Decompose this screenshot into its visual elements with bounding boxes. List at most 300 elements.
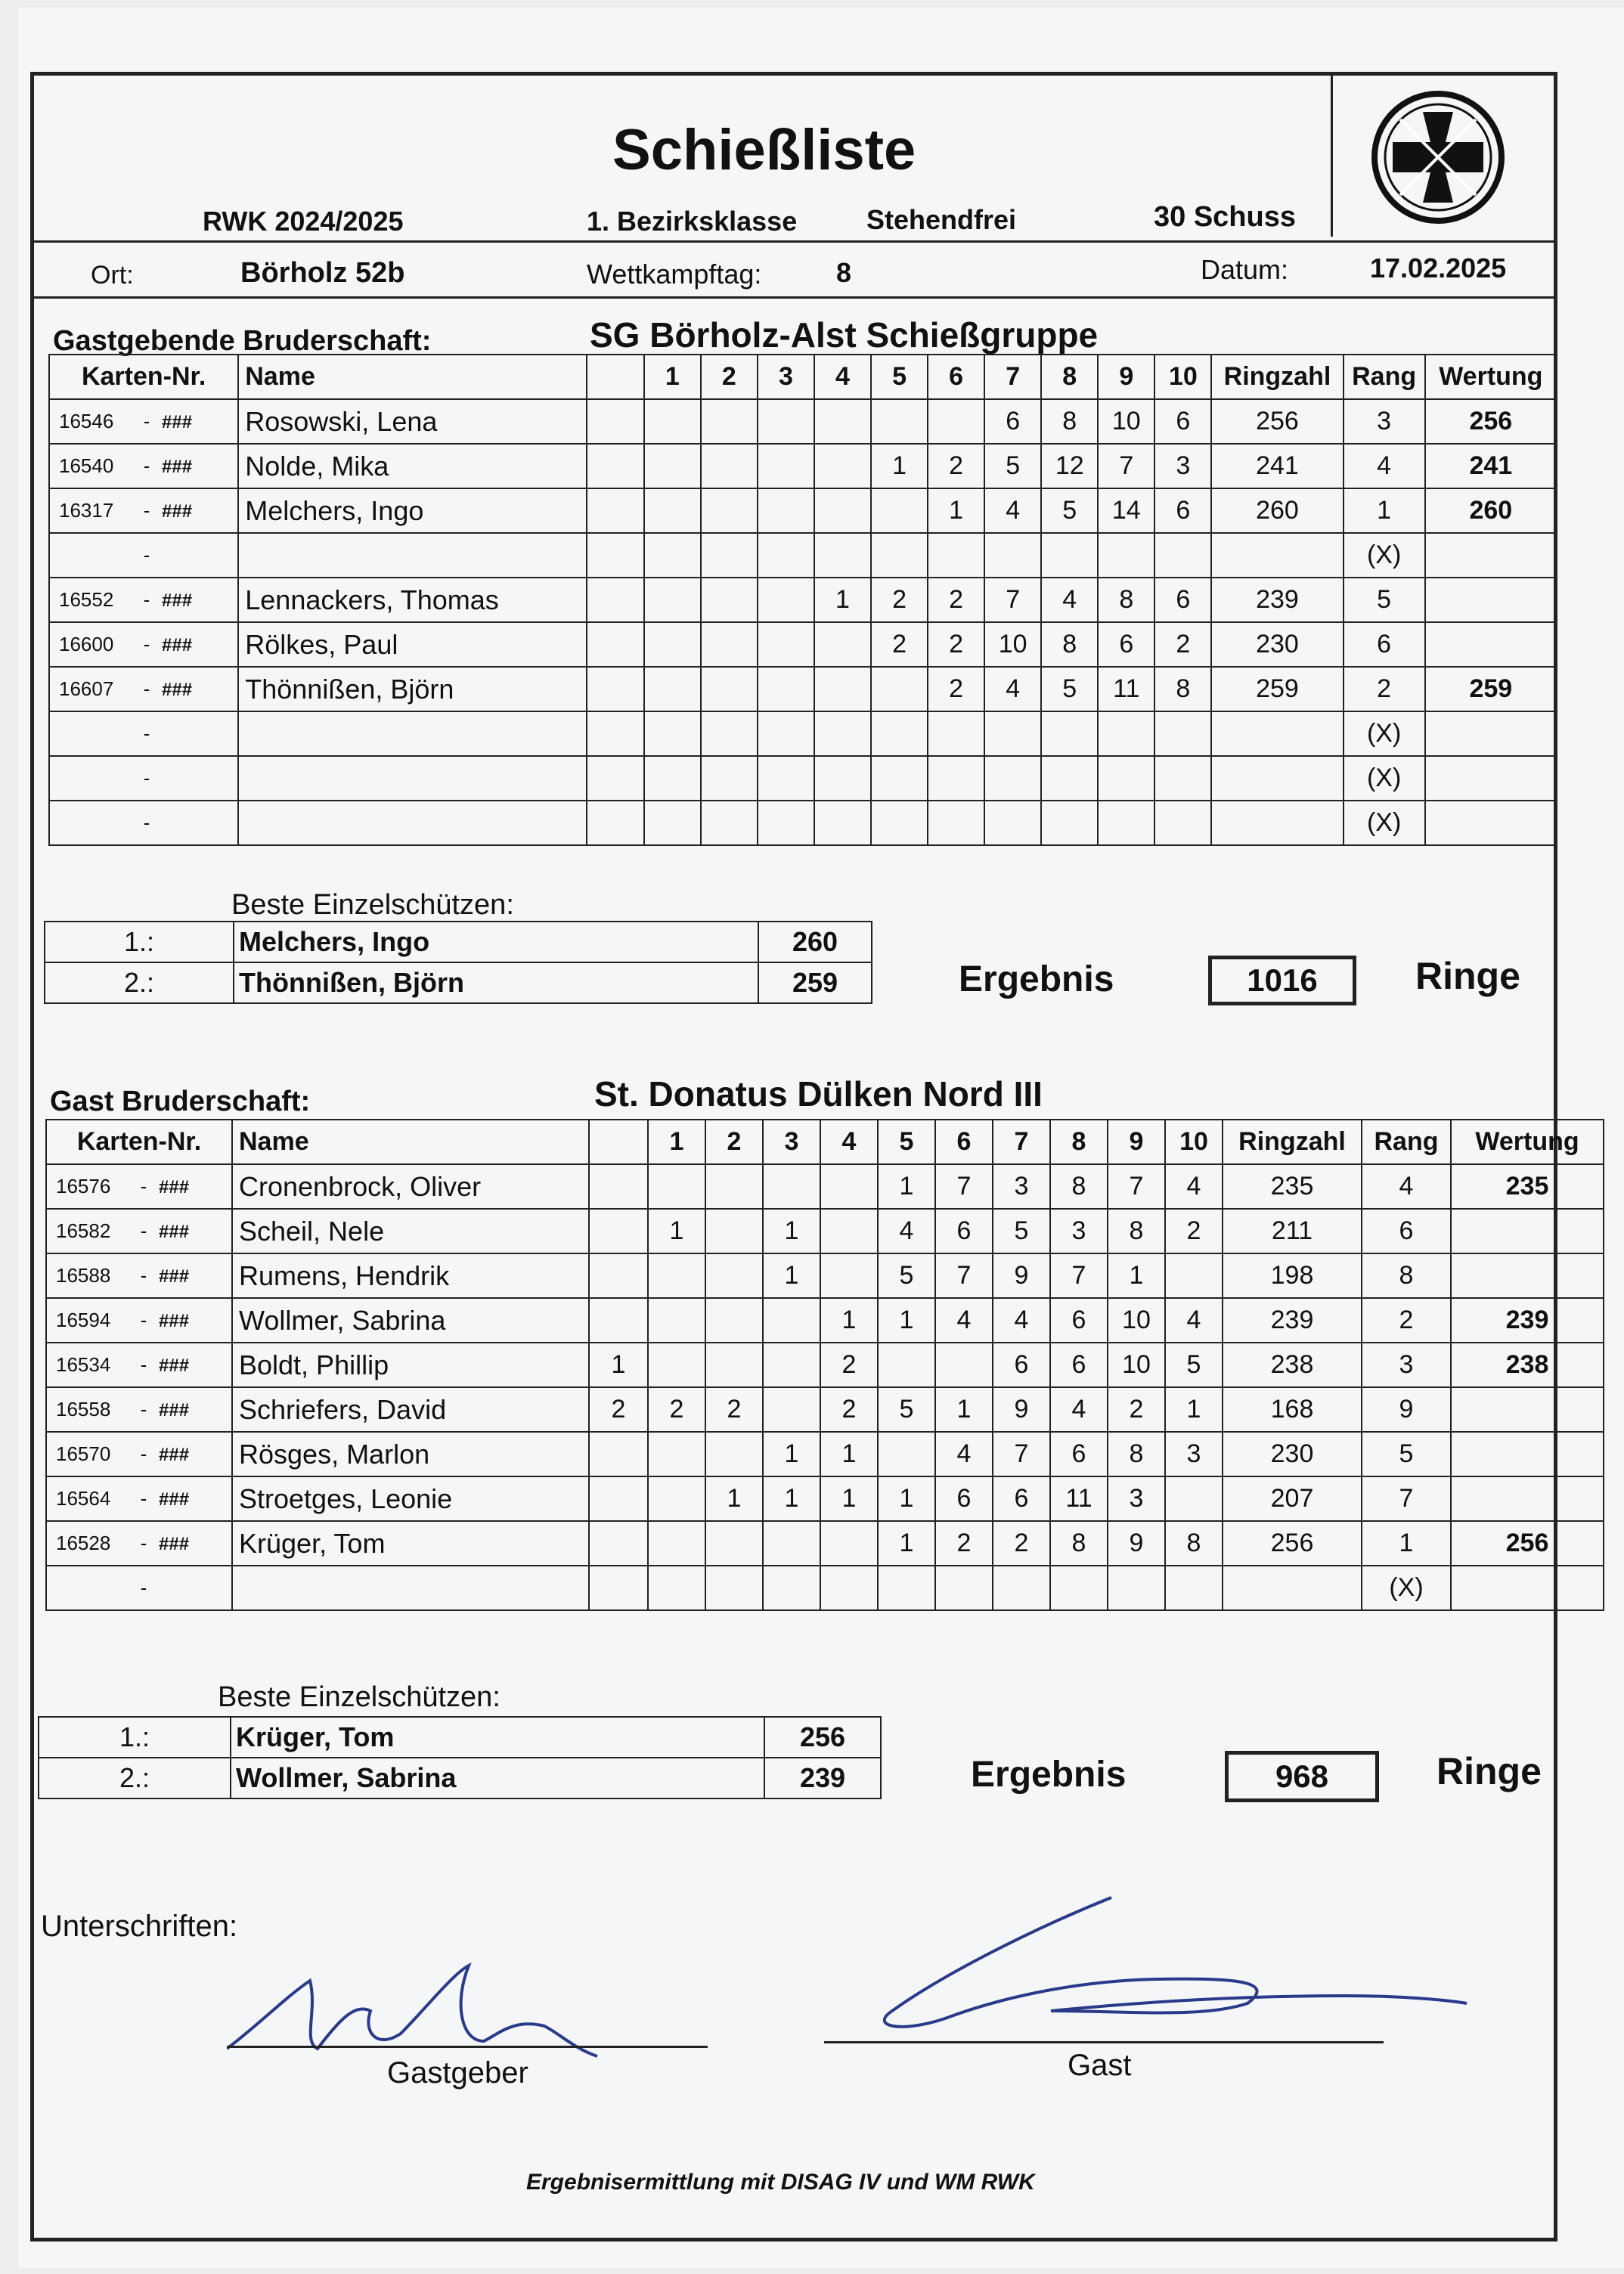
ring-count-cell [814, 622, 871, 667]
ring-count-cell [984, 533, 1041, 578]
ringzahl-cell: 241 [1211, 444, 1343, 488]
ring-count-cell: 1 [1165, 1387, 1223, 1432]
rang-cell: (X) [1344, 756, 1425, 801]
home-best-label: Beste Einzelschützen: [231, 889, 514, 921]
ringzahl-cell: 198 [1223, 1253, 1362, 1298]
ring-count-cell: 8 [1165, 1521, 1223, 1566]
card-number: 16317 - ### [49, 488, 238, 533]
best-name: Melchers, Ingo [234, 922, 758, 962]
ring-count-cell [644, 711, 701, 756]
shooter-name [238, 533, 586, 578]
ring-count-cell: 1 [878, 1164, 935, 1209]
ring-count-cell [763, 1343, 820, 1387]
ring-count-cell: 6 [1050, 1343, 1108, 1387]
column-header: 10 [1154, 355, 1211, 399]
table-row [46, 1521, 1604, 1566]
card-number: 16528 - ### [46, 1521, 232, 1566]
table-row [49, 711, 1557, 756]
ring-count-cell [935, 1566, 993, 1610]
shooter-name: Nolde, Mika [238, 444, 586, 488]
ring-count-cell: 7 [935, 1164, 993, 1209]
column-header: 1 [648, 1120, 705, 1164]
ring-count-cell: 2 [589, 1387, 648, 1432]
ring-count-cell: 3 [1165, 1432, 1223, 1476]
ring-count-cell [705, 1209, 763, 1253]
ring-count-cell [871, 399, 928, 444]
ring-count-cell [820, 1253, 878, 1298]
shooter-name: Rumens, Hendrik [232, 1253, 589, 1298]
table-row [46, 1298, 1604, 1343]
ring-count-cell: 2 [928, 578, 984, 622]
best-place: 2.: [39, 1758, 231, 1798]
ringzahl-cell: 207 [1223, 1476, 1362, 1521]
ring-count-cell [701, 533, 758, 578]
ring-count-cell: 2 [871, 622, 928, 667]
ring-count-cell [814, 399, 871, 444]
table-row [46, 1566, 1604, 1610]
home-team-name: SG Börholz-Alst Schießgruppe [590, 315, 1099, 355]
ring-count-cell [705, 1432, 763, 1476]
ring-count-cell: 3 [1154, 444, 1211, 488]
shooter-name: Lennackers, Thomas [238, 578, 586, 622]
ring-count-cell: 5 [1041, 667, 1098, 711]
ring-count-cell: 2 [928, 622, 984, 667]
signatures-label: Unterschriften: [41, 1910, 238, 1943]
ring-count-cell: 4 [1041, 578, 1098, 622]
ring-count-cell [758, 711, 814, 756]
best-name: Wollmer, Sabrina [231, 1758, 764, 1798]
ring-count-cell [644, 578, 701, 622]
ring-count-cell [758, 801, 814, 845]
ring-count-cell [814, 756, 871, 801]
ring-count-cell: 4 [935, 1298, 993, 1343]
shooter-name: Krüger, Tom [232, 1521, 589, 1566]
ring-count-cell [587, 488, 644, 533]
rang-cell: 5 [1344, 578, 1425, 622]
ort-value: Börholz 52b [240, 257, 405, 289]
ringzahl-cell: 256 [1211, 399, 1343, 444]
column-header: Rang [1344, 355, 1425, 399]
card-number: 16594 - ### [46, 1298, 232, 1343]
best-name: Krüger, Tom [231, 1717, 764, 1758]
ring-count-cell: 6 [1050, 1298, 1108, 1343]
ring-count-cell: 6 [993, 1343, 1050, 1387]
ring-count-cell [589, 1298, 648, 1343]
ring-count-cell: 7 [1050, 1253, 1108, 1298]
column-header: Name [238, 355, 586, 399]
ring-count-cell [701, 488, 758, 533]
column-header [587, 355, 644, 399]
ring-count-cell: 8 [1041, 399, 1098, 444]
ring-count-cell: 14 [1098, 488, 1154, 533]
ring-count-cell [1154, 756, 1211, 801]
ring-count-cell [763, 1298, 820, 1343]
ring-count-cell: 10 [1108, 1298, 1165, 1343]
ring-count-cell: 1 [763, 1253, 820, 1298]
column-header: 4 [814, 355, 871, 399]
card-number: 16600 - ### [49, 622, 238, 667]
ring-count-cell: 10 [1108, 1343, 1165, 1387]
ringzahl-cell [1211, 801, 1343, 845]
wertung-cell: 256 [1425, 399, 1557, 444]
ringzahl-cell: 235 [1223, 1164, 1362, 1209]
card-number: - [49, 801, 238, 845]
ring-count-cell: 4 [993, 1298, 1050, 1343]
wertung-cell [1425, 801, 1557, 845]
shooter-name: Cronenbrock, Oliver [232, 1164, 589, 1209]
ring-count-cell [871, 756, 928, 801]
ring-count-cell [587, 801, 644, 845]
logo-divider [1331, 74, 1333, 237]
ring-count-cell [758, 488, 814, 533]
shooter-name: Stroetges, Leonie [232, 1476, 589, 1521]
column-header: 9 [1098, 355, 1154, 399]
rang-cell: 5 [1362, 1432, 1451, 1476]
ring-count-cell [648, 1432, 705, 1476]
ring-count-cell [705, 1566, 763, 1610]
ring-count-cell: 1 [878, 1521, 935, 1566]
ring-count-cell: 6 [935, 1209, 993, 1253]
column-header: 10 [1165, 1120, 1223, 1164]
ring-count-cell [763, 1521, 820, 1566]
club-logo-icon [1370, 89, 1506, 225]
ringzahl-cell: 239 [1223, 1298, 1362, 1343]
ring-count-cell: 7 [1108, 1164, 1165, 1209]
column-header: Karten-Nr. [46, 1120, 232, 1164]
wertung-cell [1425, 622, 1557, 667]
ring-count-cell: 11 [1050, 1476, 1108, 1521]
ring-count-cell [1108, 1566, 1165, 1610]
ring-count-cell: 3 [1108, 1476, 1165, 1521]
ring-count-cell: 2 [1165, 1209, 1223, 1253]
wertung-cell [1451, 1476, 1604, 1521]
ring-count-cell [701, 711, 758, 756]
ring-count-cell [758, 444, 814, 488]
ring-count-cell: 7 [935, 1253, 993, 1298]
ring-count-cell [1154, 801, 1211, 845]
ringzahl-cell: 260 [1211, 488, 1343, 533]
ringzahl-cell: 230 [1223, 1432, 1362, 1476]
column-header: 7 [993, 1120, 1050, 1164]
wertung-cell: 241 [1425, 444, 1557, 488]
ring-count-cell [705, 1343, 763, 1387]
ring-count-cell: 6 [1154, 578, 1211, 622]
table-row [49, 667, 1557, 711]
ring-count-cell [587, 444, 644, 488]
ring-count-cell: 8 [1154, 667, 1211, 711]
ringzahl-cell [1211, 533, 1343, 578]
season: RWK 2024/2025 [203, 206, 404, 237]
ring-count-cell: 6 [993, 1476, 1050, 1521]
ring-count-cell [644, 801, 701, 845]
ring-count-cell: 8 [1098, 578, 1154, 622]
ring-count-cell: 5 [984, 444, 1041, 488]
ring-count-cell [935, 1343, 993, 1387]
ring-count-cell [1098, 756, 1154, 801]
card-number: 16607 - ### [49, 667, 238, 711]
ring-count-cell: 1 [763, 1209, 820, 1253]
guest-ergebnis-value: 968 [1225, 1751, 1379, 1802]
column-header: 6 [928, 355, 984, 399]
rang-cell: 4 [1344, 444, 1425, 488]
shooter-name: Wollmer, Sabrina [232, 1298, 589, 1343]
ring-count-cell: 1 [589, 1343, 648, 1387]
wertung-cell: 239 [1451, 1298, 1604, 1343]
wertung-cell [1425, 756, 1557, 801]
ring-count-cell: 2 [1108, 1387, 1165, 1432]
ring-count-cell [928, 533, 984, 578]
ring-count-cell [701, 667, 758, 711]
ring-count-cell [758, 622, 814, 667]
header-divider [33, 240, 1555, 243]
ring-count-cell: 12 [1041, 444, 1098, 488]
ring-count-cell [644, 667, 701, 711]
ringzahl-cell: 168 [1223, 1387, 1362, 1432]
shooter-name: Schriefers, David [232, 1387, 589, 1432]
ring-count-cell: 9 [993, 1387, 1050, 1432]
table-row [46, 1432, 1604, 1476]
column-header: Wertung [1451, 1120, 1604, 1164]
ring-count-cell: 5 [993, 1209, 1050, 1253]
ring-count-cell [871, 667, 928, 711]
table-row [46, 1209, 1604, 1253]
best-shooter-row [39, 1717, 881, 1758]
home-score-table [48, 354, 1557, 846]
table-header-row [46, 1120, 1604, 1164]
ring-count-cell [1050, 1566, 1108, 1610]
ring-count-cell [1041, 711, 1098, 756]
ring-count-cell [587, 578, 644, 622]
card-number: 16552 - ### [49, 578, 238, 622]
ring-count-cell [701, 756, 758, 801]
ring-count-cell: 2 [1154, 622, 1211, 667]
shooter-name [238, 801, 586, 845]
best-score: 239 [764, 1758, 881, 1798]
ring-count-cell [648, 1476, 705, 1521]
shooter-name: Melchers, Ingo [238, 488, 586, 533]
card-number: 16588 - ### [46, 1253, 232, 1298]
ring-count-cell: 1 [763, 1476, 820, 1521]
ring-count-cell [648, 1521, 705, 1566]
ringzahl-cell: 238 [1223, 1343, 1362, 1387]
ring-count-cell [644, 399, 701, 444]
ring-count-cell [701, 622, 758, 667]
host-signature-label: Gastgeber [387, 2056, 528, 2090]
rang-cell: (X) [1344, 801, 1425, 845]
column-header: 8 [1041, 355, 1098, 399]
ringzahl-cell: 211 [1223, 1209, 1362, 1253]
ring-count-cell: 2 [928, 667, 984, 711]
ring-count-cell [587, 711, 644, 756]
card-number: - [46, 1566, 232, 1610]
ring-count-cell [871, 801, 928, 845]
wertung-cell: 260 [1425, 488, 1557, 533]
ring-count-cell [878, 1343, 935, 1387]
ring-count-cell [644, 756, 701, 801]
ring-count-cell: 8 [1050, 1164, 1108, 1209]
guest-team-name: St. Donatus Dülken Nord III [594, 1074, 1043, 1114]
table-row [49, 488, 1557, 533]
wertung-cell [1451, 1253, 1604, 1298]
shooter-name [238, 756, 586, 801]
ring-count-cell: 1 [871, 444, 928, 488]
ring-count-cell: 1 [814, 578, 871, 622]
ring-count-cell [701, 444, 758, 488]
card-number: 16582 - ### [46, 1209, 232, 1253]
ring-count-cell [758, 578, 814, 622]
card-number: 16540 - ### [49, 444, 238, 488]
ring-count-cell: 4 [1050, 1387, 1108, 1432]
rang-cell: 1 [1344, 488, 1425, 533]
table-header-row [49, 355, 1557, 399]
ring-count-cell [589, 1432, 648, 1476]
rang-cell: (X) [1344, 533, 1425, 578]
ringzahl-cell: 239 [1211, 578, 1343, 622]
best-score: 260 [758, 922, 872, 962]
ring-count-cell: 10 [984, 622, 1041, 667]
ring-count-cell [644, 444, 701, 488]
table-row [49, 578, 1557, 622]
ring-count-cell: 7 [1098, 444, 1154, 488]
ringzahl-cell [1223, 1566, 1362, 1610]
column-header: 8 [1050, 1120, 1108, 1164]
ring-count-cell: 2 [820, 1387, 878, 1432]
ring-count-cell [878, 1566, 935, 1610]
rang-cell: 2 [1362, 1298, 1451, 1343]
guest-label: Gast Bruderschaft: [50, 1086, 311, 1117]
ring-count-cell [928, 399, 984, 444]
ring-count-cell: 6 [1154, 399, 1211, 444]
wertung-cell [1451, 1566, 1604, 1610]
best-place: 1.: [45, 922, 234, 962]
table-row [49, 756, 1557, 801]
guest-signature [854, 1890, 1474, 2041]
ring-count-cell: 6 [1050, 1432, 1108, 1476]
class: 1. Bezirksklasse [587, 206, 798, 237]
ring-count-cell: 1 [935, 1387, 993, 1432]
wertung-cell: 256 [1451, 1521, 1604, 1566]
column-header: 1 [644, 355, 701, 399]
card-number: 16570 - ### [46, 1432, 232, 1476]
ring-count-cell [820, 1566, 878, 1610]
host-signature [227, 1958, 620, 2071]
ringzahl-cell [1211, 756, 1343, 801]
column-header: Wertung [1425, 355, 1557, 399]
home-ringe-label: Ringe [1415, 955, 1520, 997]
ring-count-cell [644, 533, 701, 578]
ring-count-cell [871, 533, 928, 578]
ring-count-cell: 6 [1098, 622, 1154, 667]
ringzahl-cell [1211, 711, 1343, 756]
ring-count-cell: 2 [871, 578, 928, 622]
ring-count-cell: 4 [1165, 1164, 1223, 1209]
column-header: Karten-Nr. [49, 355, 238, 399]
ring-count-cell [648, 1566, 705, 1610]
best-shooter-row [45, 962, 872, 1003]
ring-count-cell [758, 533, 814, 578]
ring-count-cell: 5 [1041, 488, 1098, 533]
ring-count-cell: 8 [1108, 1432, 1165, 1476]
ring-count-cell [589, 1209, 648, 1253]
guest-ringe-label: Ringe [1436, 1750, 1542, 1792]
rang-cell: (X) [1344, 711, 1425, 756]
ring-count-cell: 4 [984, 488, 1041, 533]
shooter-name: Rösges, Marlon [232, 1432, 589, 1476]
column-header: 6 [935, 1120, 993, 1164]
table-row [46, 1164, 1604, 1209]
shooter-name: Rölkes, Paul [238, 622, 586, 667]
ringzahl-cell: 256 [1223, 1521, 1362, 1566]
ring-count-cell [1098, 801, 1154, 845]
rang-cell: 4 [1362, 1164, 1451, 1209]
ring-count-cell [928, 801, 984, 845]
ring-count-cell: 6 [984, 399, 1041, 444]
shooter-name: Rosowski, Lena [238, 399, 586, 444]
rang-cell: 6 [1362, 1209, 1451, 1253]
rang-cell: 6 [1344, 622, 1425, 667]
ring-count-cell [644, 488, 701, 533]
ring-count-cell: 2 [928, 444, 984, 488]
host-signature-line [227, 2046, 708, 2048]
column-header: 3 [763, 1120, 820, 1164]
table-row [46, 1476, 1604, 1521]
ring-count-cell [928, 711, 984, 756]
ring-count-cell: 1 [928, 488, 984, 533]
ring-count-cell [814, 488, 871, 533]
ring-count-cell: 4 [984, 667, 1041, 711]
column-header: Ringzahl [1223, 1120, 1362, 1164]
ring-count-cell: 5 [878, 1387, 935, 1432]
ring-count-cell [648, 1164, 705, 1209]
ringzahl-cell: 230 [1211, 622, 1343, 667]
ring-count-cell: 2 [648, 1387, 705, 1432]
ring-count-cell [648, 1253, 705, 1298]
table-row [46, 1253, 1604, 1298]
ring-count-cell [587, 667, 644, 711]
card-number: - [49, 533, 238, 578]
card-number: 16534 - ### [46, 1343, 232, 1387]
rang-cell: 7 [1362, 1476, 1451, 1521]
ring-count-cell [648, 1343, 705, 1387]
table-row [49, 533, 1557, 578]
ring-count-cell [587, 756, 644, 801]
column-header: 3 [758, 355, 814, 399]
datum-label: Datum: [1201, 254, 1289, 285]
ring-count-cell: 2 [993, 1521, 1050, 1566]
rang-cell: 2 [1344, 667, 1425, 711]
ring-count-cell [589, 1521, 648, 1566]
ring-count-cell [763, 1387, 820, 1432]
ring-count-cell [1165, 1476, 1223, 1521]
column-header: Ringzahl [1211, 355, 1343, 399]
ring-count-cell: 2 [705, 1387, 763, 1432]
ring-count-cell [587, 533, 644, 578]
ring-count-cell [1098, 711, 1154, 756]
column-header [589, 1120, 648, 1164]
home-ergebnis-value: 1016 [1208, 956, 1356, 1005]
ring-count-cell [820, 1164, 878, 1209]
ring-count-cell: 1 [820, 1432, 878, 1476]
wertung-cell [1451, 1432, 1604, 1476]
ring-count-cell: 9 [1108, 1521, 1165, 1566]
datum-value: 17.02.2025 [1370, 252, 1507, 283]
ring-count-cell [1041, 756, 1098, 801]
rang-cell: 3 [1362, 1343, 1451, 1387]
best-score: 256 [764, 1717, 881, 1758]
card-number: - [49, 756, 238, 801]
ring-count-cell [701, 399, 758, 444]
wertung-cell: 259 [1425, 667, 1557, 711]
